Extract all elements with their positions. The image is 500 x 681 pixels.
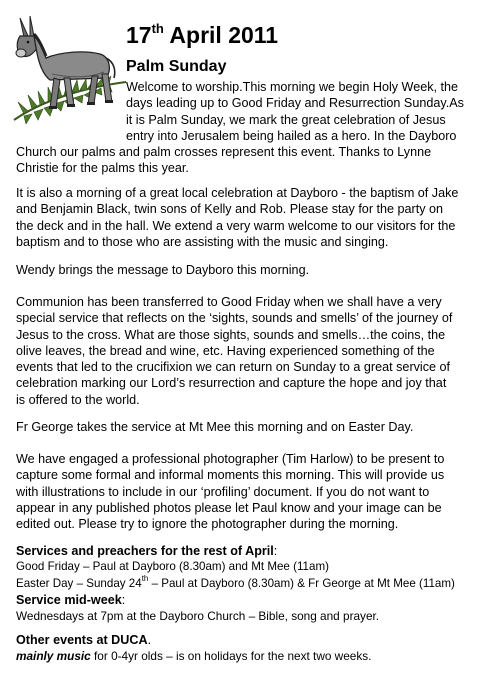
- events-section: [16, 632, 490, 665]
- services-section: [16, 543, 490, 624]
- mainly-music-line: mainly music for 0-4yr olds – is on holidays for the next two weeks.: [16, 649, 372, 664]
- easter-day-line: Easter Day – Sunday 24th – Paul at Dayboro (8.30am) & Fr George at Mt Mee (11am): [16, 573, 455, 590]
- message-paragraph: Wendy brings the message to Dayboro this morning.: [16, 263, 310, 277]
- baptism-paragraph: It is also a morning of a great local celebration at Dayboro - the baptism of Jake and Benjamin Black, twin sons of Kelly and Rob. Please stay for the party on the deck and in the hall. We extend a very warm welcome to our visitors for the baptism and to those who are assisting with the music and singing.: [16, 186, 459, 249]
- communion-paragraph: Communion has been transferred to Good Friday when we shall have a very special service that reflects on the ‘sights, sounds and smells’ of the journey of Jesus to the cross. What are those sights, sounds and smells…the coins, the olive leaves, the bread and wine, etc. Having experienced something of the events that led to the crucifixion we can return on Sunday to a great service of celebration marking our Lord’s resurrection and capture the hope and joy that is offered to the world.: [16, 295, 453, 407]
- midweek-heading: Service mid-week:: [16, 592, 126, 607]
- page-title: 17th April 2011: [126, 21, 279, 48]
- photographer-paragraph: We have engaged a professional photographer (Tim Harlow) to be present to capture some formal and informal moments this morning. This will provide us with illustrations to include in our ‘profiling’ document. If you do not want to appear in any published photos please let Paul know and your image can be edited out. Please try to ignore the photographer during the morning.: [16, 452, 445, 532]
- intro-paragraph: Welcome to worship.This morning we begin Holy Week, the days leading up to Good Friday and Resurrection Sunday.As it is Palm Sunday, we mark the great celebration of Jesus entry into Jerusalem being hailed as a hero. In the Dayboro Church our palms and palm crosses represent this event. Thanks to Lynne Christie for the palms this year.: [16, 80, 464, 176]
- george-paragraph: Fr George takes the service at Mt Mee this morning and on Easter Day.: [16, 420, 414, 434]
- services-heading: Services and preachers for the rest of April:: [16, 544, 278, 558]
- good-friday-line: Good Friday – Paul at Dayboro (8.30am) and Mt Mee (11am): [16, 560, 329, 574]
- events-heading: Other events at DUCA.: [16, 633, 152, 647]
- page-subtitle: Palm Sunday: [126, 58, 227, 75]
- midweek-line: Wednesdays at 7pm at the Dayboro Church – Bible, song and prayer.: [16, 609, 380, 624]
